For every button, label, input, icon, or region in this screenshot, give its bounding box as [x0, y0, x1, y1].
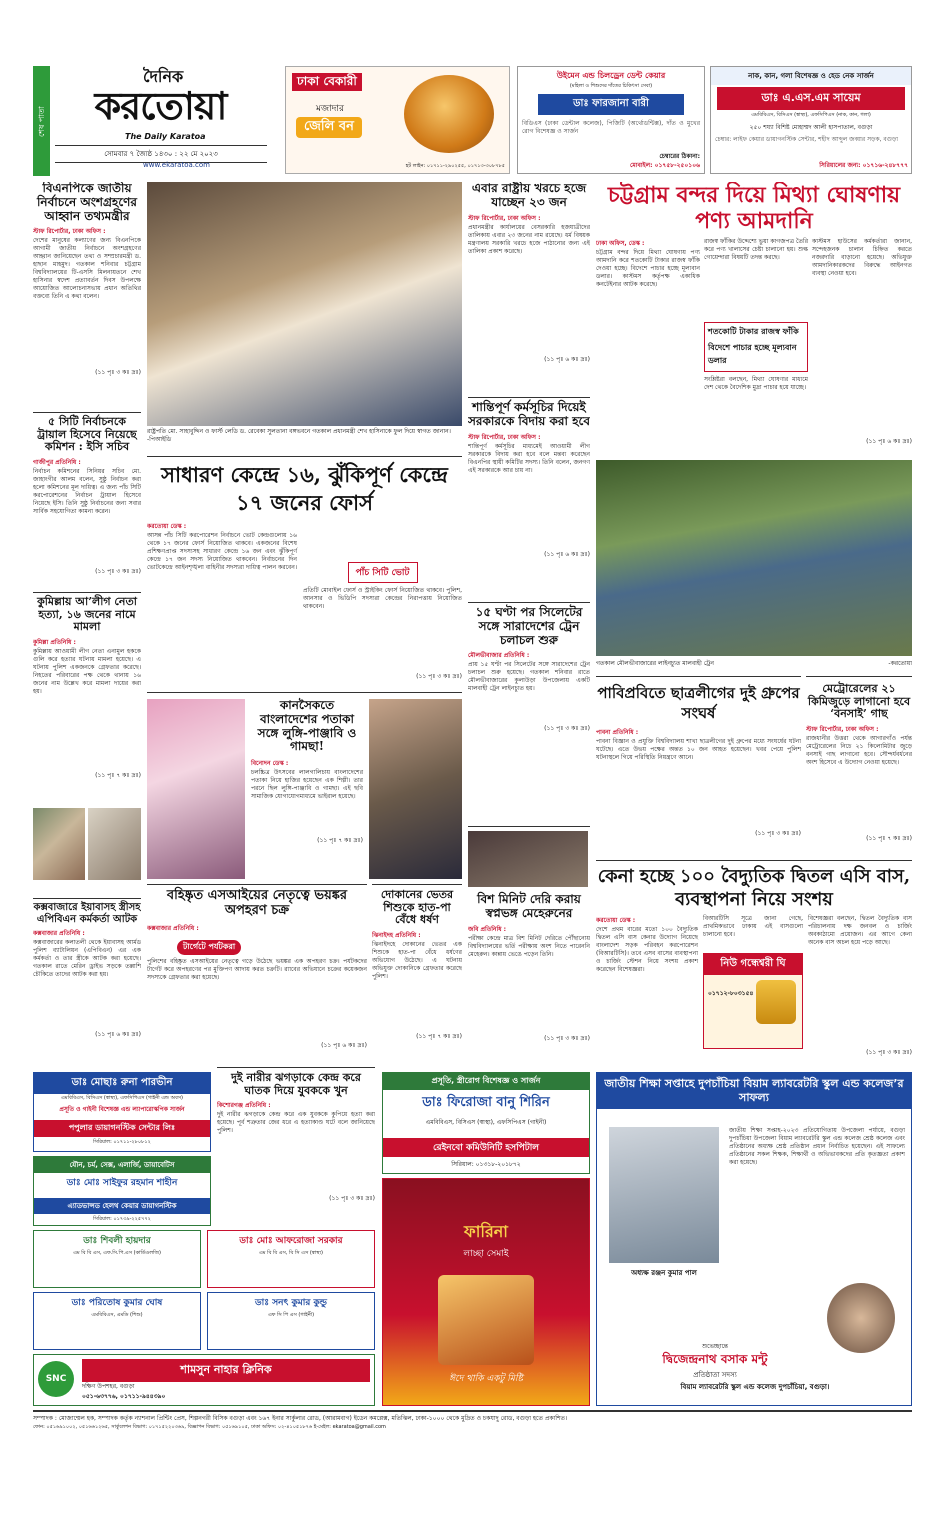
story-student-byline: জবি প্রতিনিধি :: [468, 925, 507, 933]
story-bnp-body: দেশের মানুষের কল্যাণের জন্য বিএনপিকে আগামী জাতীয় নির্বাচনে অংশগ্রহণের আহ্বান জানিয়েছেন তথ্য ও সম্প্রচারমন্ত্রী ড. হাছান মাহমুদ। গতকাল শনিবার চট্টগ্রাম বিশ্ববিদ্যালয়ের টি-এসসি মিলনায়তনে শেখ হাসিনার স্বদেশ প্রত্যাবর্তন দিবস উপলক্ষে আয়োজিত আলোচনাসভায় প্রধান অতিথির বক্তব্যে তিনি এ কথা বলেন।: [33, 237, 141, 301]
story-kidnap: [147, 884, 367, 1062]
story-kidnap-badge: টার্গেটে পর্যটকরা: [177, 940, 241, 955]
runa-center: পপুলার ডায়াগনস্টিক সেন্টার লিঃ: [34, 1120, 210, 1137]
student-photo: [468, 831, 588, 887]
bakery-sub: মজাদার: [316, 104, 344, 114]
story-port-headline[interactable]: চট্টগ্রাম বন্দর দিয়ে মিথ্যা ঘোষণায় পণ্য আমদানি: [607, 182, 901, 234]
school-body: জাতীয় শিক্ষা সপ্তাহ-২০২৩ প্রতিযোগিতায় উপজেলা পর্যায়ে, বগুড়া দুপচাঁচিয়া উপজেলা বিয়াম ল্যাবরেটরি স্কুল এন্ড কলেজ শ্রেষ্ঠ কলেজ এবং প্রতিষ্ঠানের অধ্যক্ষ শ্রেষ্ঠ প্রতিষ্ঠান প্রধান নির্বাচিত হয়েছেন। এই সাফল্যে প্রতিষ্ঠানের সকল শিক্ষক, শিক্ষার্থী ও অভিভাবকদের প্রতি কৃতজ্ঞতা প্রকাশ করা হয়েছে।: [729, 1127, 905, 1166]
story-student-cont: (১১ পৃঃ ৩ কঃ দ্রঃ): [544, 1034, 590, 1042]
ghee-ad: [703, 953, 803, 1049]
school-sign-role: প্রতিষ্ঠাতা সদস্য: [693, 1371, 737, 1379]
doctor-ad: [207, 1230, 375, 1288]
story-port-byline: ঢাকা অফিস, ডেস্ক :: [596, 240, 645, 247]
runa-ad: [33, 1072, 211, 1152]
doctors-ad-grid: [33, 1230, 375, 1350]
story-ec: [33, 412, 141, 592]
story-murder: [217, 1067, 375, 1237]
story-hajj-byline: স্টাফ রিপোর্টার, ঢাকা অফিস :: [468, 214, 541, 222]
comilla-photo-2: [88, 808, 141, 880]
school-principal-photo: [609, 1127, 719, 1263]
story-comilla: [33, 592, 141, 898]
story-bsmrau-headline[interactable]: পাবিপ্রবিতে ছাত্রলীগের দুই গ্রুপের সংঘর্ষ: [597, 684, 800, 722]
story-hajj-body: প্রধানমন্ত্রীর কার্যালয়ের বেসরকারি হজযাত্রীদের তালিকায় এবার ২৩ জনের নাম রয়েছে। ধর্ম বিষয়ক মন্ত্রণালয় সরকারি খরচে হজে পাঠানোর জন্য এই তালিকা প্রকাশ করেছে।: [468, 223, 590, 255]
school-principal-name: অধ্যক্ষ রঞ্জন কুমার পাল: [631, 1269, 697, 1277]
story-kidnap-body: পুলিশের বহিষ্কৃত এসআইয়ের নেতৃত্বে গড়ে উঠেছে ভয়ঙ্কর এক অপহরণ চক্র। পর্যটকদের টার্গেট করে অপহরণের পর মুক্তিপণ আদায় করত চক্রটি। র‌্যাবের অভিযানে চক্রের কয়েকজন সদস্যকে গ্রেফতার করা হয়েছে।: [147, 957, 367, 981]
story-cannes-byline: বিনোদন ডেস্ক :: [251, 760, 289, 768]
story-cannes: [147, 692, 462, 882]
story-port-box-item: বিদেশে পাচার হচ্ছে মূল্যবান ডলার: [708, 343, 797, 365]
story-cannes-cont: (১১ পৃঃ ৭ কঃ দ্রঃ): [317, 837, 363, 845]
cannes-photo-2: [369, 699, 462, 879]
story-train-headline[interactable]: ১৫ ঘণ্টা পর সিলেটের সঙ্গে সারাদেশের ট্রেন চলাচল শুরু: [475, 605, 583, 647]
clinic-logo: SNC: [38, 1361, 74, 1397]
story-metro-byline: স্টাফ রিপোর্টার, ঢাকা অফিস :: [806, 725, 879, 733]
doctor-ad: [33, 1292, 201, 1350]
story-bus: কেনা হচ্ছে ১০০ বৈদ্যুতিক দ্বিতল এসি বাস, ব্যবস্থাপনা নিয়ে সংশয় করতোয়া ডেস্ক : দেশে প্রথম বারের মতো ১০০ বৈদ্যুতিক দ্বিতল এসি বাস কেনার উদ্যোগ নিয়েছে বাংলাদেশ সড়ক পরিবহন করপোরেশন (বিআরটিসি)। তবে এসব বাসের ব্যবস্থাপনা ও চার্জিং স্টেশন নিয়ে সংশয় প্রকাশ করেছেন বিশেষজ্ঞরা। বিআরটিসি সূত্রে জানা গেছে, প্রাথমিকভাবে ঢাকায় এই বাসগুলো চালানো হবে। নিউ গন্ধেশ্বরী ঘি ০১৭১২-৮০৩১৫৪ বিশেষজ্ঞরা বলছেন, দ্বিতল বৈদ্যুতিক বাস পরিচালনায় দক্ষ জনবল ও চার্জিং অবকাঠামো প্রয়োজন। এর আগে কেনা অনেক বাস অচল হয়ে পড়ে আছে। (১১ পৃঃ ৩ কঃ দ্রঃ): [596, 860, 912, 1070]
story-peace-cont: (১১ পৃঃ ৬ কঃ দ্রঃ): [544, 550, 590, 558]
bakery-brand: ঢাকা বেকারী: [292, 73, 362, 91]
story-port: চট্টগ্রাম বন্দর দিয়ে মিথ্যা ঘোষণায় পণ্য আমদানি ঢাকা অফিস, ডেস্ক : চট্টগ্রাম বন্দর দিয়ে মিথ্যা ঘোষণায় পণ্য আমদানি করে শতকোটি টাকার রাজস্ব ফাঁকি দেওয়া হচ্ছে। বিদেশে পাচার হচ্ছে মূল্যবান ডলার। কাস্টমস কর্তৃপক্ষ একাধিক কনটেইনার আটক করেছে। রাজস্ব ফাঁকির উদ্দেশ্যে ভুয়া কাগজপত্র তৈরি করে পণ্য খালাসের চেষ্টা চালানো হয়। শুল্ক গোয়েন্দারা বিষয়টি তদন্ত করছে। শতকোটি টাকার রাজস্ব ফাঁকি বিদেশে পাচার হচ্ছে মূল্যবান ডলার সংশ্লিষ্টরা বলছেন, মিথ্যা ঘোষণার মাধ্যমে দেশ থেকে বৈদেশিক মুদ্রা পাচার হয়ে যাচ্ছে। কাস্টমস হাউসের কর্মকর্তারা জানান, সন্দেহজনক চালান চিহ্নিত করতে নজরদারি বাড়ানো হয়েছে। অভিযুক্ত আমদানিকারকদের বিরুদ্ধে আইনগত ব্যবস্থা নেওয়া হবে। (১১ পৃঃ ৬ কঃ দ্রঃ): [596, 182, 912, 454]
doctor-ad: [33, 1230, 201, 1288]
runa-serial: সিরিয়াল: ০১৭১১-২৮০৮১২: [93, 1139, 151, 1145]
doctor-name: ডাঃ পরিতোষ কুমার ঘোষ: [71, 1298, 163, 1308]
story-cannes-headline[interactable]: কানসৈকতে বাংলাদেশের পতাকা সঙ্গে লুঙ্গি-পাঞ্জাবি ও গামছা!: [257, 698, 357, 754]
story-ec-headline[interactable]: ৫ সিটি নির্বাচনকে ট্রায়াল হিসেবে নিয়েছে কমিশন : ইসি সচিব: [37, 415, 137, 454]
ent-phone: সিরিয়ালের জন্য: ০১৭১৬-২৪৮৭৭৭: [819, 162, 908, 169]
story-port-box-item: শতকোটি টাকার রাজস্ব ফাঁকি: [708, 327, 799, 336]
dental-address: চেম্বারের ঠিকানা:: [659, 153, 700, 160]
story-bus-headline[interactable]: কেনা হচ্ছে ১০০ বৈদ্যুতিক দ্বিতল এসি বাস, ব্যবস্থাপনা নিয়ে সংশয়: [597, 866, 911, 910]
school-founder-photo: [827, 1283, 895, 1353]
saifur-center: এ্যাডভান্সড হেলথ কেয়ার ডায়াগনস্টিক: [34, 1198, 210, 1214]
firoza-title: প্রসূতি, স্ত্রীরোগ বিশেষজ্ঞ ও সার্জন: [383, 1073, 589, 1090]
story-shop-byline: ঝিনাইদহ প্রতিনিধি :: [372, 931, 421, 939]
story-kidnap-cont: (১১ পৃঃ ৬ কঃ দ্রঃ): [321, 1041, 367, 1049]
footer-contacts: ফোন: ০৫১৬৯১০০২, ০৫১৬৬১২৬৫, সার্কুলেশন বিভাগ: ০১৭১৫২২০৩৬৯, বিজ্ঞাপন বিভাগ: ০৫১৬৯১০৫, ঢাকা অফিস: ০২-৪১০৫১৮৭৬ ই-মেইল: ekaratoa@gmail.com: [33, 1424, 386, 1430]
ent-ad: নাক, কান, গলা বিশেষজ্ঞ ও হেড নেক সার্জন ডাঃ এ.এস.এম সায়েম এমবিবিএস, বিসিএস (স্বাস্থ্য), এফসিপিএস (নাক, কান, গলা) ২৫০ শয্যা বিশিষ্ট মোহাম্মদ আলী হাসপাতাল, বগুড়া চেম্বার: লাইফ কেয়ার ডায়াগনস্টিক সেন্টার, শহীদ আব্দুল জব্বার সড়ক, বগুড়া সিরিয়ালের জন্য: ০১৭১৬-২৪৮৭৭৭: [710, 66, 912, 174]
runa-degree: এমবিবিএস, বিসিএস (স্বাস্থ্য), এফসিপিএস (গাইনী এন্ড অবস): [60, 1095, 183, 1101]
story-train: [468, 602, 590, 824]
footer-imprint: সম্পাদক : মোজাম্মেল হক, সম্পাদক কর্তৃক ন্যাশনাল প্রিন্টিং প্রেস, শিল্পনগরী বিসিক বগুড়া এবং ১৬৭ ইনার সার্কুলার রোড, (আরামবাগ) ইডেন কমপ্লেক্স, মতিঝিল, ঢাকা-১০০০ থেকে মুদ্রিত ও চকযাদু রোড, বগুড়া হতে প্রকাশিত।: [33, 1415, 568, 1422]
farina-brand: ফারিনা: [464, 1222, 508, 1241]
train-photo-caption: গতকাল মৌলভীবাজারের লাইনচ্যুত মালবাহী ট্রেন: [596, 660, 714, 667]
saifur-doctor: ডাঃ মোঃ সাইফুর রহমান শাহীন: [66, 1178, 178, 1188]
story-peace-byline: স্টাফ রিপোর্টার, ঢাকা অফিস :: [468, 433, 541, 441]
story-shop: [372, 884, 462, 1062]
story-hajj-cont: (১১ পৃঃ ৬ কঃ দ্রঃ): [544, 355, 590, 363]
runa-doctor: ডাঃ মোছাঃ রুনা পারভীন: [34, 1073, 210, 1094]
top-photo-credit: -পিআইডি: [147, 436, 172, 443]
masthead-title: করতোয়া: [94, 83, 227, 128]
story-peace: [468, 397, 590, 602]
story-shop-cont: (১১ পৃঃ ৭ কঃ দ্রঃ): [416, 1032, 462, 1040]
ghee-jar-image: [756, 980, 796, 1024]
story-port-box: [704, 322, 808, 372]
doctor-detail: এমবিবিএস, এমডি (শিশু): [91, 1312, 143, 1318]
comilla-photo-1: [33, 808, 85, 880]
story-ec-body: নির্বাচন কমিশনের সিনিয়র সচিব মো. জাহাংগীর আলম বলেন, সুষ্ঠু নির্বাচন করা হলো কমিশনের মূল দায়িত্ব। এ জন্য পাঁচ সিটি করপোরেশনের নির্বাচন ট্রায়াল হিসেবে নিয়েছে ইসি। তিনি সুষ্ঠু নির্বাচনের জন্য সবার সার্বিক সহযোগিতা কামনা করেন।: [33, 467, 141, 515]
story-train-cont: (১১ পৃঃ ৩ কঃ দ্রঃ): [544, 725, 590, 733]
story-peace-body: শান্তিপূর্ণ কর্মসূচির মাধ্যমেই আওয়ামী লীগ সরকারকে বিদায় করা হবে বলে মন্তব্য করেছেন বিএনপির স্থায়ী কমিটির সদস্য। তিনি বলেন, জনগণ এই সরকারকে আর চায় না।: [468, 442, 590, 474]
story-coxs: [33, 898, 141, 1068]
dental-title: উইমেন এন্ড চিলড্রেন ডেন্ট কেয়ার: [556, 71, 666, 80]
train-photo-credit: -করতোয়া: [888, 660, 912, 667]
story-shop-headline[interactable]: দোকানের ভেতর শিশুকে হাত-পা বেঁধে ধর্ষণ: [380, 888, 454, 927]
doctor-name: ডাঃ মোঃ আফরোজা সরকার: [239, 1236, 343, 1246]
story-shop-body: ঝিনাইদহে দোকানের ভেতর এক শিশুকে হাত-পা বেঁধে ধর্ষণের অভিযোগ উঠেছে। এ ঘটনায় অভিযুক্ত দোকানিকে গ্রেফতার করেছে পুলিশ।: [372, 940, 462, 980]
story-coxs-cont: (১১ পৃঃ ৬ কঃ দ্রঃ): [95, 1031, 141, 1038]
story-train-body: প্রায় ১৫ ঘণ্টা পর সিলেটের সঙ্গে সারাদেশের ট্রেন চলাচল শুরু হয়েছে। গতকাল শনিবার রাতে মৌলভীবাজারের কুলাউড়া উপজেলায় একটি মালবাহী ট্রেন লাইনচ্যুত হয়।: [468, 661, 590, 693]
story-metro-headline[interactable]: মেট্রোরেলের ২১ কিমিজুড়ে লাগানো হবে ‘বনসাই’ গাছ: [807, 682, 911, 721]
doctor-ad: [207, 1292, 375, 1350]
story-student: [468, 826, 590, 1078]
firoza-doctor: ডাঃ ফিরোজা বানু শিরিন: [422, 1095, 550, 1110]
story-metro: [806, 676, 912, 856]
firoza-ad: [382, 1072, 590, 1174]
bakery-bun-image: [404, 75, 494, 153]
story-peace-headline[interactable]: শান্তিপূর্ণ কর্মসূচির দিয়েই সরকারকে বিদায় করা হবে: [468, 400, 590, 428]
farina-sub: লাচ্ছা সেমাই: [463, 1249, 509, 1259]
story-murder-body: দুই নারীর ঝগড়াকে কেন্দ্র করে এক যুবককে কুপিয়ে হত্যা করা হয়েছে। পূর্ব শত্রুতার জের ধরে এ হত্যাকাণ্ড ঘটে বলে জানিয়েছে পুলিশ।: [217, 1111, 375, 1135]
story-ec-byline: গাজীপুর প্রতিনিধি :: [33, 458, 81, 466]
story-coxs-headline[interactable]: কক্সবাজারে ইয়াবাসহ স্ত্রীসহ এপিবিএন কর্মকর্তা আটক: [33, 902, 141, 925]
ent-doctor: ডাঃ এ.এস.এম সায়েম: [717, 87, 905, 110]
masthead-title-en: The Daily Karatoa: [125, 132, 206, 141]
story-city-cont: (১১ পৃঃ ৩ কঃ দ্রঃ): [416, 673, 462, 680]
train-photo: [596, 460, 912, 670]
story-metro-body: রাজধানীর উত্তরা থেকে আগারগাঁও পর্যন্ত মেট্রোরেলের নিচে ২১ কিলোমিটার জুড়ে বনসাই গাছ লাগানো হবে। সৌন্দর্যবর্ধনের অংশ হিসেবে এ উদ্যোগ নেওয়া হয়েছে।: [806, 734, 912, 766]
story-metro-cont: (১১ পৃঃ ৭ কঃ দ্রঃ): [866, 834, 912, 842]
doctor-detail: এম বি বি এস, এফ.সি.পি.এস (কার্ডিওলজি): [73, 1250, 161, 1256]
masthead-date: সোমবার ৭ জ্যৈষ্ঠ ১৪৩০ : ২২ মে ২০২৩: [55, 145, 267, 163]
ghee-phone: ০১৭১২-৮০৩১৫৪: [708, 990, 754, 997]
clinic-phone: ০৫১-৬৩৭৭৬, ০১৭১১-৯৪৪৩৯০: [82, 1393, 166, 1400]
clinic-ad: [33, 1354, 375, 1406]
top-photo: [147, 182, 462, 452]
masthead-title-top: দৈনিক: [143, 67, 184, 86]
story-kidnap-headline[interactable]: বহিষ্কৃত এসআইয়ের নেতৃত্বে ভয়ঙ্কর অপহরণ চক্র: [166, 888, 348, 918]
clinic-name: শামসুন নাহার ক্লিনিক: [82, 1359, 370, 1382]
story-ec-cont: (১১ পৃঃ ৩ কঃ দ্রঃ): [95, 567, 141, 575]
ent-degree: এমবিবিএস, বিসিএস (স্বাস্থ্য), এফসিপিএস (নাক, কান, গলা): [751, 112, 871, 118]
doctor-name: ডাঃ সনৎ কুমার কুন্ডু: [255, 1298, 327, 1308]
farina-ad: [382, 1178, 590, 1406]
story-bus-cont: (১১ পৃঃ ৩ কঃ দ্রঃ): [866, 1049, 912, 1056]
story-student-headline[interactable]: বিশ মিনিট দেরি করায় স্বপ্নভঙ্গ মেহেরুনের: [477, 892, 581, 920]
story-murder-byline: কিশোরগঞ্জ প্রতিনিধি :: [217, 1102, 271, 1110]
dental-phone: মোবাইল: ০১৭৫৮-২৫০১০৬: [629, 162, 700, 169]
story-city-body: আসন্ন পাঁচ সিটি করপোরেশন নির্বাচনে ভোট কেন্দ্রগুলোয় ১৬ থেকে ১৭ জনের ফোর্স নিয়োজিত থাকবে। একজনের বিশেষ প্রশিক্ষণপ্রাপ্ত সদস্যসহ সাধারণ কেন্দ্রে ১৬ জন এবং ঝুঁকিপূর্ণ কেন্দ্রে ১৭ জন সদস্য নিয়োজিত থাকবেন। নির্বাচনের দিন ভোটকেন্দ্রে আইনশৃঙ্খলা বাহিনীর সদস্যরা দায়িত্ব পালন করবেন।: [147, 532, 297, 571]
saifur-title: যৌন, চর্ম, সেক্স, এলার্জি, ডায়াবেটিস: [34, 1157, 210, 1173]
ghee-brand: নিউ গন্ধেশ্বরী ঘি: [704, 954, 802, 975]
bakery-ad: [285, 66, 510, 174]
story-hajj-headline[interactable]: এবার রাষ্ট্রীয় খরচে হজে যাচ্ছেন ২৩ জন: [471, 182, 587, 209]
story-bsmrau-cont: (১১ পৃঃ ৩ কঃ দ্রঃ): [755, 830, 801, 837]
cannes-photo-1: [147, 699, 245, 879]
doctor-detail: এম বি বি এস, বি সি এস (স্বাস্থ্য): [258, 1250, 324, 1256]
masthead: [33, 66, 268, 176]
firoza-serial: সিরিয়াল: ০১৩১৮-২০১৮৭২: [451, 1161, 521, 1168]
ent-place: ২৫০ শয্যা বিশিষ্ট মোহাম্মদ আলী হাসপাতাল, বগুড়া: [749, 124, 873, 131]
story-murder-cont: (১১ পৃঃ ৩ কঃ দ্রঃ): [329, 1195, 375, 1203]
story-bnp: [33, 182, 141, 412]
school-headline: জাতীয় শিক্ষা সপ্তাহে দুপচাঁচিয়া বিয়াম ল্যাবরেটরি স্কুল এন্ড কলেজ’র সাফল্য: [597, 1073, 911, 1109]
story-city-byline: করতোয়া ডেস্ক :: [147, 523, 187, 530]
firoza-degree: এমবিবিএস, বিসিএস (স্বাস্থ্য), এফসিপিএস (গাইনী): [425, 1119, 547, 1126]
story-bnp-headline[interactable]: বিএনপিকে জাতীয় নির্বাচনে অংশগ্রহণের আহ্বান তথ্যমন্ত্রীর: [36, 182, 138, 223]
story-coxs-byline: কক্সবাজার প্রতিনিধি :: [33, 930, 85, 937]
saifur-serial: সিরিয়াল: ০১৭৩৯-২২৫৭৭২: [93, 1216, 151, 1222]
story-murder-headline[interactable]: দুই নারীর ঝগড়াকে কেন্দ্র করে ঘাতক দিয়ে যুবককে খুন: [231, 1071, 361, 1097]
story-port-body: চট্টগ্রাম বন্দর দিয়ে মিথ্যা ঘোষণায় পণ্য আমদানি করে শতকোটি টাকার রাজস্ব ফাঁকি দেওয়া হচ্ছে। বিদেশে পাচার হচ্ছে মূল্যবান ডলার। কাস্টমস কর্তৃপক্ষ একাধিক কনটেইনার আটক করেছে।: [596, 249, 700, 288]
story-comilla-body: কুমিল্লায় আওয়ামী লীগ নেতা এনামুল হককে গুলি করে হত্যার ঘটনায় মামলা হয়েছে। এ ঘটনায় পুলিশ একজনকে গ্রেফতার করেছে। নিহতের পরিবারের পক্ষ থেকে থানায় ১৬ জনের নাম উল্লেখ করে মামলা দায়ের করা হয়।: [33, 647, 141, 695]
school-sign-inst: বিয়াম ল্যাবরেটরি স্কুল এন্ড কলেজ দুপচাঁচিয়া, বগুড়া।: [680, 1383, 830, 1391]
masthead-website[interactable]: www.ekaratoa.com: [143, 161, 210, 169]
bakery-phone: হট লাইন: ০১৭১১-২৯০২৫৫, ০১৭১৩-৩০৮৭৮৫: [405, 163, 505, 169]
footer: [33, 1410, 912, 1438]
farina-pack-image: [438, 1275, 534, 1365]
story-bnp-cont: (১১ পৃঃ ৩ কঃ দ্রঃ): [95, 369, 141, 377]
story-bus-body: দেশে প্রথম বারের মতো ১০০ বৈদ্যুতিক দ্বিতল এসি বাস কেনার উদ্যোগ নিয়েছে বাংলাদেশ সড়ক পরিবহন করপোরেশন (বিআরটিসি)। তবে এসব বাসের ব্যবস্থাপনা ও চার্জিং স্টেশন নিয়ে সংশয় প্রকাশ করেছেন বিশেষজ্ঞরা।: [596, 926, 698, 973]
masthead-side-label: শেষ পাতা: [33, 66, 50, 176]
story-comilla-headline[interactable]: কুমিল্লায় আ’লীগ নেতা হত্যা, ১৬ জনের নামে মামলা: [37, 595, 137, 634]
train-photo-image: [596, 460, 912, 656]
school-sign-title: শুভেচ্ছান্তে: [701, 1343, 728, 1350]
story-city-badge: পাঁচ সিটি ভোট: [348, 562, 418, 583]
story-hajj: [468, 182, 590, 397]
story-bsmrau: [596, 676, 801, 856]
story-bus-byline: করতোয়া ডেস্ক :: [596, 917, 636, 924]
story-bnp-byline: স্টাফ রিপোর্টার, ঢাকা অফিস :: [33, 228, 106, 236]
school-ad: [596, 1072, 912, 1406]
story-port-cont: (১১ পৃঃ ৬ কঃ দ্রঃ): [866, 438, 912, 445]
top-photo-image: [147, 182, 462, 426]
story-coxs-body: কক্সবাজারের কলাতলী থেকে ইয়াবাসহ আর্মড পুলিশ ব্যাটালিয়ন (এপিবিএন) এর এক কর্মকর্তা ও তার স্ত্রীকে আটক করা হয়েছে। গতকাল রাতে মেরিন ড্রাইভ সড়কে তল্লাশি চৌকিতে তাদের আটক করা হয়।: [33, 939, 141, 978]
dental-doctor: ডাঃ ফারজানা বারী: [538, 94, 684, 115]
story-city: সাধারণ কেন্দ্রে ১৬, ঝুঁকিপূর্ণ কেন্দ্রে ১৭ জনের ফোর্স করতোয়া ডেস্ক : আসন্ন পাঁচ সিটি করপোরেশন নির্বাচনে ভোট কেন্দ্রগুলোয় ১৬ থেকে ১৭ জনের ফোর্স নিয়োজিত থাকবে। একজনের বিশেষ প্রশিক্ষণপ্রাপ্ত সদস্যসহ সাধারণ কেন্দ্রে ১৬ জন এবং ঝুঁকিপূর্ণ কেন্দ্রে ১৭ জন সদস্য নিয়োজিত থাকবেন। নির্বাচনের দিন ভোটকেন্দ্রে আইনশৃঙ্খলা বাহিনীর সদস্যরা দায়িত্ব পালন করবেন। পাঁচ সিটি ভোট প্রতিটি মোবাইল ফোর্স ও স্ট্রাইকিং ফোর্স নিয়োজিত থাকবে। পুলিশ, আনসার ও ভিডিপি সদস্যরা কেন্দ্রের নিরাপত্তায় নিয়োজিত থাকবেন। (১১ পৃঃ ৩ কঃ দ্রঃ): [147, 456, 462, 688]
firoza-hospital: রেইনবো কমিউনিটি হসপিটাল: [383, 1138, 589, 1157]
story-train-byline: মৌলভীবাজার প্রতিনিধি :: [468, 652, 530, 660]
story-city-headline[interactable]: সাধারণ কেন্দ্রে ১৬, ঝুঁকিপূর্ণ কেন্দ্রে ১৭ জনের ফোর্স: [161, 462, 448, 515]
story-cannes-body: চলচ্চিত্র উৎসবের লালগালিচায় বাংলাদেশের পতাকা নিয়ে হাজির হয়েছেন এক শিল্পী। তার পরনে ছিল লুঙ্গি-পাঞ্জাবি ও গামছা। এই ছবি সামাজিক যোগাযোগমাধ্যমে ভাইরাল হয়েছে।: [251, 769, 363, 801]
story-comilla-byline: কুমিল্লা প্রতিনিধি :: [33, 638, 76, 646]
doctor-detail: এফ সি পি এস (গাইনী): [267, 1312, 315, 1318]
clinic-address: দক্ষিণ উপশহর, বগুড়া: [82, 1383, 135, 1390]
story-bsmrau-body: পাবনা বিজ্ঞান ও প্রযুক্তি বিশ্ববিদ্যালয় শাখা ছাত্রলীগের দুই গ্রুপের মধ্যে সংঘর্ষের ঘটনা ঘটেছে। এতে উভয় পক্ষের অন্তত ১০ জন আহত হয়েছেন। খবর পেয়ে পুলিশ ঘটনাস্থলে গিয়ে পরিস্থিতি নিয়ন্ত্রণে আনে।: [596, 738, 801, 761]
doctor-name: ডাঃ শিবলী হায়দার: [83, 1236, 151, 1246]
story-student-body: পরীক্ষা কেন্দ্রে মাত্র বিশ মিনিট দেরিতে পৌঁছানোয় বিশ্ববিদ্যালয়ের ভর্তি পরীক্ষায় অংশ নিতে পারেননি মেহেরুন। কান্নায় ভেঙে পড়েন তিনি।: [468, 934, 590, 958]
story-comilla-cont: (১১ পৃঃ ৭ কঃ দ্রঃ): [95, 771, 141, 779]
dental-ad: উইমেন এন্ড চিলড্রেন ডেন্ট কেয়ার (মহিলা ও শিশুদের দাঁতের চিকিৎসা সেবা) ডাঃ ফারজানা বারী বিডিএস (ঢাকা ডেন্টাল কলেজ), পিজিটি (অর্থোডন্টিক্স), দাঁত ও মুখের রোগ বিশেষজ্ঞ ও সার্জন চেম্বারের ঠিকানা: মোবাইল: ০১৭৫৮-২৫০১০৬: [517, 66, 705, 174]
story-bsmrau-byline: পাবনা প্রতিনিধি :: [596, 729, 639, 736]
bakery-product: জেলি বন: [296, 117, 362, 138]
runa-spec: প্রসূতি ও গাইনী বিশেষজ্ঞ এন্ড ল্যাপারোস্কপিক সার্জন: [59, 1106, 185, 1113]
story-kidnap-byline: কক্সবাজার প্রতিনিধি :: [147, 924, 199, 932]
farina-tag: ঈদে থাকি একটু মিষ্টি: [449, 1374, 523, 1384]
top-photo-caption: রাষ্ট্রপতি মো. সাহাবুদ্দিন ও ফার্স্ট লেডি ড. রেবেকা সুলতানা বঙ্গভবনে গতকাল প্রধানমন্ত্রী শেখ হাসিনাকে ফুল দিয়ে স্বাগত জানান।: [147, 428, 451, 435]
saifur-ad: [33, 1156, 211, 1226]
school-sign-name: দ্বিজেন্দ্রনাথ বসাক মন্টু: [662, 1352, 768, 1366]
ent-title: নাক, কান, গলা বিশেষজ্ঞ ও হেড নেক সার্জন: [711, 67, 911, 85]
dental-sub: (মহিলা ও শিশুদের দাঁতের চিকিৎসা সেবা): [569, 83, 653, 89]
